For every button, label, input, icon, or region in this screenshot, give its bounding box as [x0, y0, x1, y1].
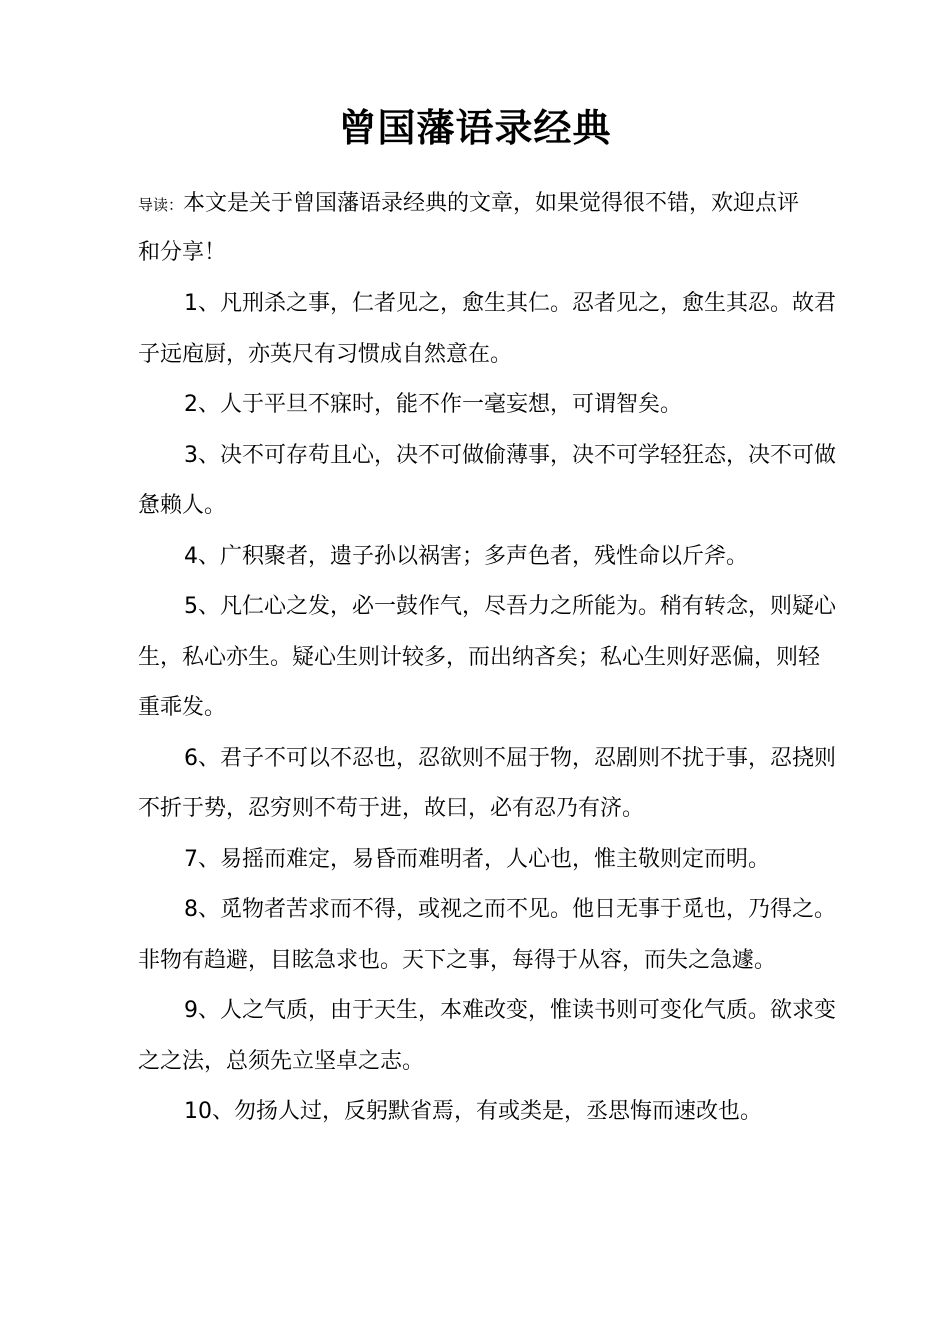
quote-item: 1、凡刑杀之事，仁者见之，愈生其仁。忍者见之，愈生其忍。故君子远庖厨，亦英尺有习惯成自然意在。	[138, 291, 836, 367]
intro-paragraph	[138, 180, 818, 277]
quote-list	[138, 279, 838, 1138]
quote-item: 4、广积聚者，遗子孙以祸害；多声色者，残性命以斤斧。	[184, 543, 748, 569]
quote-item: 8、觅物者苦求而不得，或视之而不见。他日无事于觅也，乃得之。非物有趋避，目眩急求也。天下之事，每得于从容，而失之急遽。	[138, 897, 836, 973]
quote-item: 3、决不可存苟且心，决不可做偷薄事，决不可学轻狂态，决不可做惫赖人。	[138, 442, 836, 518]
document-title: 曾国藩语录经典	[338, 106, 612, 150]
quote-item: 7、易摇而难定，易昏而难明者，人心也，惟主敬则定而明。	[184, 846, 770, 872]
quote-item: 5、凡仁心之发，必一鼓作气，尽吾力之所能为。稍有转念，则疑心生，私心亦生。疑心生则计较多，而出纳吝矣；私心生则好恶偏，则轻重乖发。	[138, 594, 836, 720]
quote-item: 9、人之气质，由于天生，本难改变，惟读书则可变化气质。欲求变之之法，总须先立坚卓之志。	[138, 998, 836, 1074]
intro-text: 本文是关于曾国藩语录经典的文章，如果觉得很不错，欢迎点评和分享！	[138, 191, 800, 265]
quote-item: 2、人于平旦不寐时，能不作一毫妄想，可谓智矣。	[184, 392, 682, 417]
intro-label: 导读：	[138, 196, 184, 214]
quote-item: 10、勿扬人过，反躬默省焉，有或类是，丞思悔而速改也。	[184, 1099, 762, 1124]
quote-item: 6、君子不可以不忍也，忍欲则不屈于物，忍剧则不扰于事，忍挠则不折于势，忍穷则不苟于进，故曰，必有忍乃有济。	[138, 745, 836, 821]
